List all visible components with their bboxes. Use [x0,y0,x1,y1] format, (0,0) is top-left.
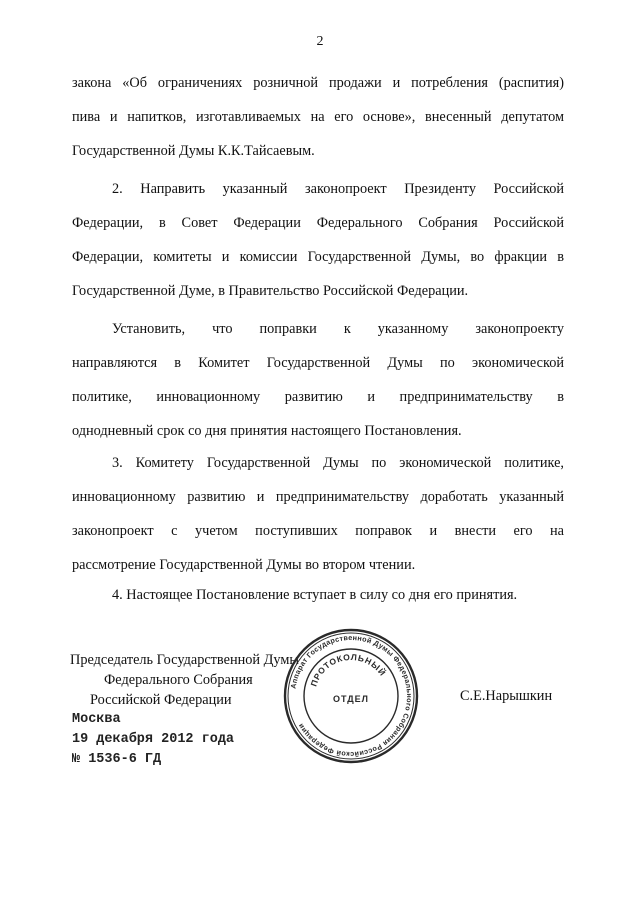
signature-title-line: Председатель Государственной Думы [70,652,299,668]
stamp-center-text: ОТДЕЛ [332,694,370,704]
stamp-inner-text: ПРОТОКОЛЬНЫЙ [308,651,389,688]
paragraph-line: пива и напитков, изготавливаемых на его основе», внесенный депутатом [72,109,564,125]
signature-title-line: Российской Федерации [90,692,232,708]
paragraph-2 [72,172,564,308]
paragraph-line: закона «Об ограничениях розничной продажи и потребления (распития) [72,75,564,91]
paragraph-line: направляются в Комитет Государственной Думы по экономической [72,355,564,371]
signer-name: С.Е.Нарышкин [460,688,553,704]
paragraph-line: 4. Настоящее Постановление вступает в силу со дня его принятия. [112,587,518,603]
paragraph-line: Государственной Думы К.К.Тайсаевым. [72,143,315,159]
paragraph-line: политике, инновационному развитию и предпринимательству в [72,389,564,405]
stamp-outer-text: Аппарат Государственной Думы Федерального Собрания Российской Федерации [288,632,415,760]
page-number: 2 [316,34,324,49]
paragraph-line: инновационному развитию и предпринимательству доработать указанный [72,489,564,505]
signature-title [70,650,299,710]
document-number: № 1536-6 ГД [72,752,162,767]
signature-title-line: Федерального Собрания [104,672,253,688]
city: Москва [72,712,121,727]
document-date: 19 декабря 2012 года [72,732,235,747]
paragraph-line: однодневный срок со дня принятия настоящего Постановления. [72,423,462,439]
paragraph-line: 2. Направить указанный законопроект Президенту Российской [112,181,564,197]
paragraph-line: Государственной Думе, в Правительство Российской Федерации. [72,283,469,299]
official-stamp [283,628,419,764]
paragraph-line: Федерации, в Совет Федерации Федерального Собрания Российской [72,215,564,231]
paragraph-line: 3. Комитету Государственной Думы по экономической политике, [112,455,564,471]
document-footer [72,710,234,770]
paragraph-1 [72,66,564,168]
paragraph-5 [72,578,564,612]
paragraph-4 [72,446,564,582]
paragraph-line: законопроект с учетом поступивших поправок и внести его на [72,523,564,539]
paragraph-line: Федерации, комитеты и комиссии Государственной Думы, во фракции в [72,249,564,265]
paragraph-line: рассмотрение Государственной Думы во втором чтении. [72,557,416,573]
paragraph-3 [72,312,564,448]
paragraph-line: Установить, что поправки к указанному законопроекту [112,321,564,337]
